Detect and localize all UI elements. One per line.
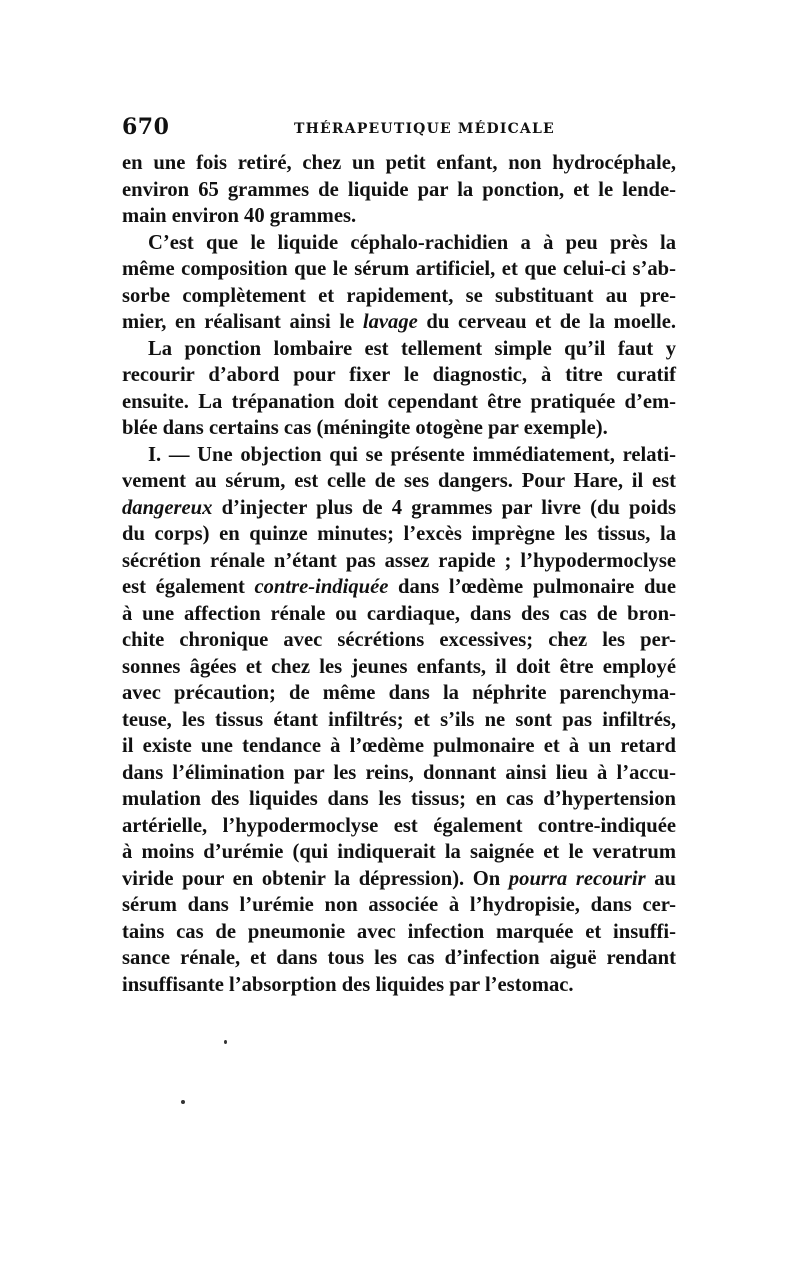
text-line: [122, 389, 676, 416]
text-segment: à une affection rénale ou cardiaque, dans des cas de bron-: [122, 602, 676, 625]
text-segment: viride pour en obtenir la dépression). On: [122, 867, 509, 890]
text-segment: sécrétion rénale n’étant pas assez rapide ; l’hypodermoclyse: [122, 549, 676, 572]
text-line: [122, 813, 676, 840]
text-segment: mulation des liquides dans les tissus; en cas d’hypertension: [122, 788, 676, 810]
text-line: [122, 468, 676, 495]
text-segment: artérielle, l’hypodermoclyse est également contre-indiquée: [122, 814, 676, 837]
text-segment: blée dans certains cas (méningite otogène par exemple).: [122, 417, 608, 439]
text-segment: dans l’œdème pulmonaire due: [388, 576, 676, 598]
text-line: [122, 707, 676, 734]
text-segment: La ponction lombaire est tellement simple qu’il faut y: [148, 337, 676, 360]
text-segment: sance rénale, et dans tous les cas d’infection aiguë rendant: [122, 947, 676, 969]
text-line: [122, 177, 676, 204]
text-segment: mier, en réalisant ainsi le: [122, 311, 363, 333]
text-line: [122, 866, 676, 893]
text-segment: tains cas de pneumonie avec infection marquée et insuffi-: [122, 920, 676, 943]
page-header: [122, 114, 682, 144]
running-title: THÉRAPEUTIQUE MÉDICALE: [294, 121, 555, 137]
text-line: [122, 203, 676, 230]
text-line: [122, 919, 676, 946]
italic-text: contre-indiquée: [254, 576, 389, 598]
text-segment: teuse, les tissus étant infiltrés; et s’ils ne sont pas infiltrés,: [122, 708, 676, 731]
text-segment: insuffisante l’absorption des liquides par l’estomac.: [122, 973, 574, 996]
text-segment: sorbe complètement et rapidement, se substituant au pre-: [122, 284, 676, 307]
text-line: [122, 733, 676, 760]
text-line: [122, 760, 676, 787]
text-line: [122, 627, 676, 654]
text-segment: avec précaution; de même dans la néphrite parenchyma-: [122, 682, 676, 704]
text-line: [122, 309, 676, 336]
text-segment: au: [645, 867, 676, 890]
body-text: [122, 150, 676, 998]
text-line: [122, 230, 676, 257]
text-segment: recourir d’abord pour fixer le diagnostic, à titre curatif: [122, 364, 676, 386]
text-segment: chite chronique avec sécrétions excessives; chez les per-: [122, 629, 676, 651]
italic-text: pourra recourir: [508, 867, 646, 890]
text-line: [122, 521, 676, 548]
text-segment: vement au sérum, est celle de ses dangers. Pour Hare, il est: [122, 470, 676, 492]
text-segment: ensuite. La trépanation doit cependant être pratiquée d’em-: [122, 390, 676, 413]
text-segment: C’est que le liquide céphalo-rachidien a à peu près la: [148, 231, 676, 254]
text-line: [122, 283, 676, 310]
text-line: [122, 442, 676, 469]
text-line: [122, 892, 676, 919]
text-line: [122, 786, 676, 813]
text-segment: sonnes âgées et chez les jeunes enfants, il doit être employé: [122, 655, 676, 678]
text-segment: dans l’élimination par les reins, donnant ainsi lieu à l’accu-: [122, 761, 676, 784]
text-line: [122, 150, 676, 177]
text-line: [122, 574, 676, 601]
text-segment: d’injecter plus de 4 grammes par livre (du poids: [212, 496, 676, 519]
text-line: [122, 256, 676, 283]
text-segment: I. — Une objection qui se présente immédiatement, relati-: [148, 443, 676, 466]
text-segment: en une fois retiré, chez un petit enfant, non hydrocéphale,: [122, 152, 676, 174]
text-line: [122, 415, 676, 442]
text-segment: à moins d’urémie (qui indiquerait la saignée et le veratrum: [122, 841, 676, 863]
text-line: [122, 601, 676, 628]
text-segment: est également: [122, 576, 255, 598]
italic-text: dangereux: [122, 496, 213, 519]
text-segment: sérum dans l’urémie non associée à l’hydropisie, dans cer-: [122, 894, 676, 916]
print-speck: [181, 1100, 185, 1104]
print-speck: [224, 1040, 227, 1044]
text-line: [122, 945, 676, 972]
italic-text: lavage: [362, 311, 418, 333]
text-line: [122, 548, 676, 575]
text-segment: du corps) en quinze minutes; l’excès imprègne les tissus, la: [122, 523, 676, 545]
text-segment: il existe une tendance à l’œdème pulmonaire et à un retard: [122, 735, 676, 757]
text-segment: environ 65 grammes de liquide par la ponction, et le lende-: [122, 178, 676, 201]
text-segment: main environ 40 grammes.: [122, 205, 357, 227]
text-line: [122, 336, 676, 363]
text-line: [122, 839, 676, 866]
text-segment: du cerveau et de la moelle.: [417, 311, 677, 333]
text-line: [122, 362, 676, 389]
page-number: 670: [122, 114, 170, 140]
text-line: [122, 654, 676, 681]
text-segment: même composition que le sérum artificiel, et que celui-ci s’ab-: [122, 258, 676, 280]
text-line: [122, 972, 676, 999]
text-line: [122, 680, 676, 707]
text-line: [122, 495, 676, 522]
